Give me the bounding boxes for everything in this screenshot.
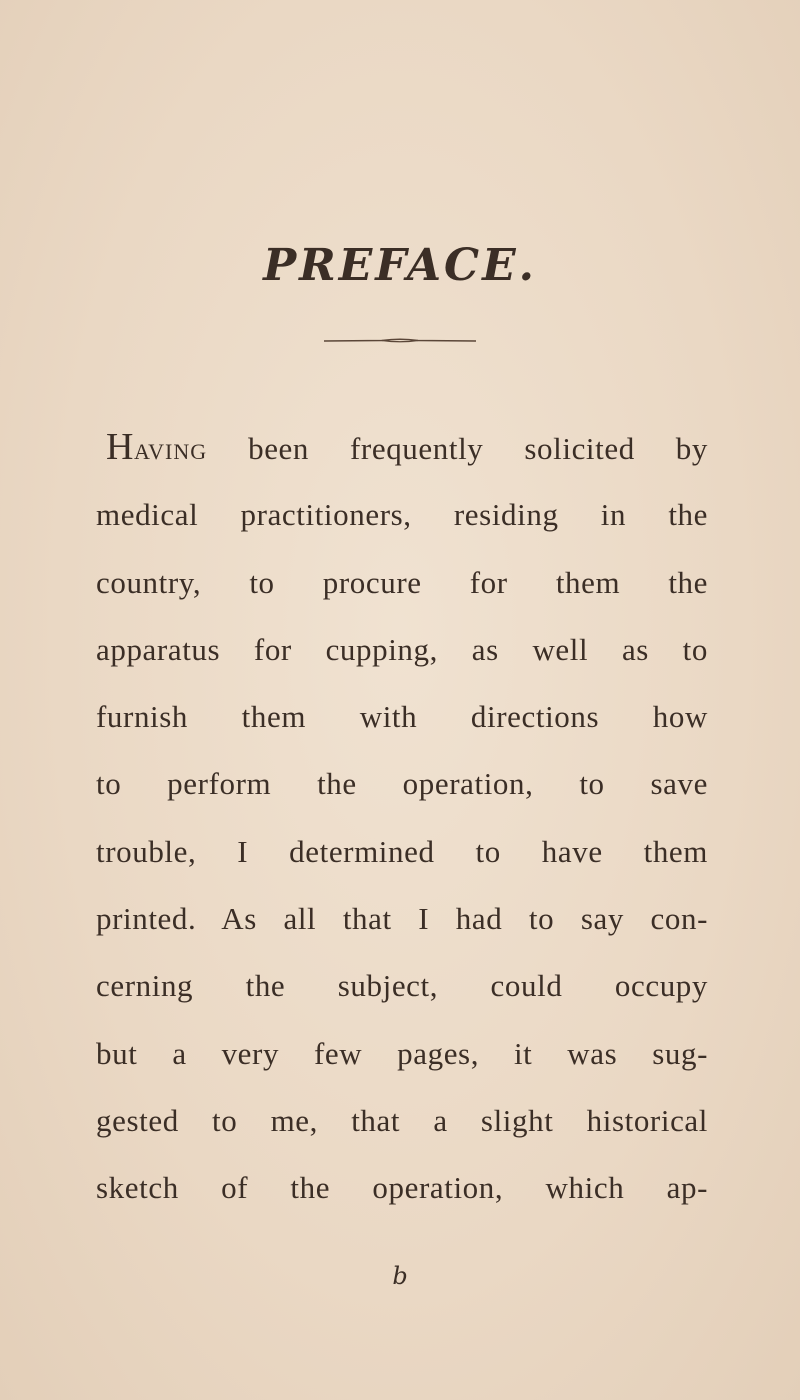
text-line-6: to perform the operation, to save	[96, 766, 708, 802]
text-line-1	[96, 414, 708, 481]
text-line-4: apparatus for cupping, as well as to	[96, 631, 708, 667]
signature-mark: b	[392, 1262, 408, 1290]
first-word	[106, 426, 208, 468]
title-ornament-rule	[322, 336, 478, 344]
text-line-8: printed. As all that I had to say con-	[96, 901, 708, 937]
page-title: PREFACE.	[263, 240, 537, 291]
text-line-7: trouble, I determined to have them	[96, 833, 708, 869]
text-line-12: sketch of the operation, which ap-	[96, 1170, 708, 1206]
text-line-5: furnish them with directions how	[96, 699, 708, 735]
initial-letter: H	[106, 426, 135, 468]
text-line-9: cerning the subject, could occupy	[96, 968, 708, 1004]
text-line-3: country, to procure for them the	[96, 564, 708, 600]
preface-body	[96, 414, 708, 1222]
first-word-rest: aving	[134, 431, 208, 466]
text-line-2: medical practitioners, residing in the	[96, 497, 708, 533]
line-text: been frequently solicited by	[248, 431, 708, 466]
text-line-10: but a very few pages, it was sug-	[96, 1035, 708, 1071]
text-line-11: gested to me, that a slight historical	[96, 1102, 708, 1138]
